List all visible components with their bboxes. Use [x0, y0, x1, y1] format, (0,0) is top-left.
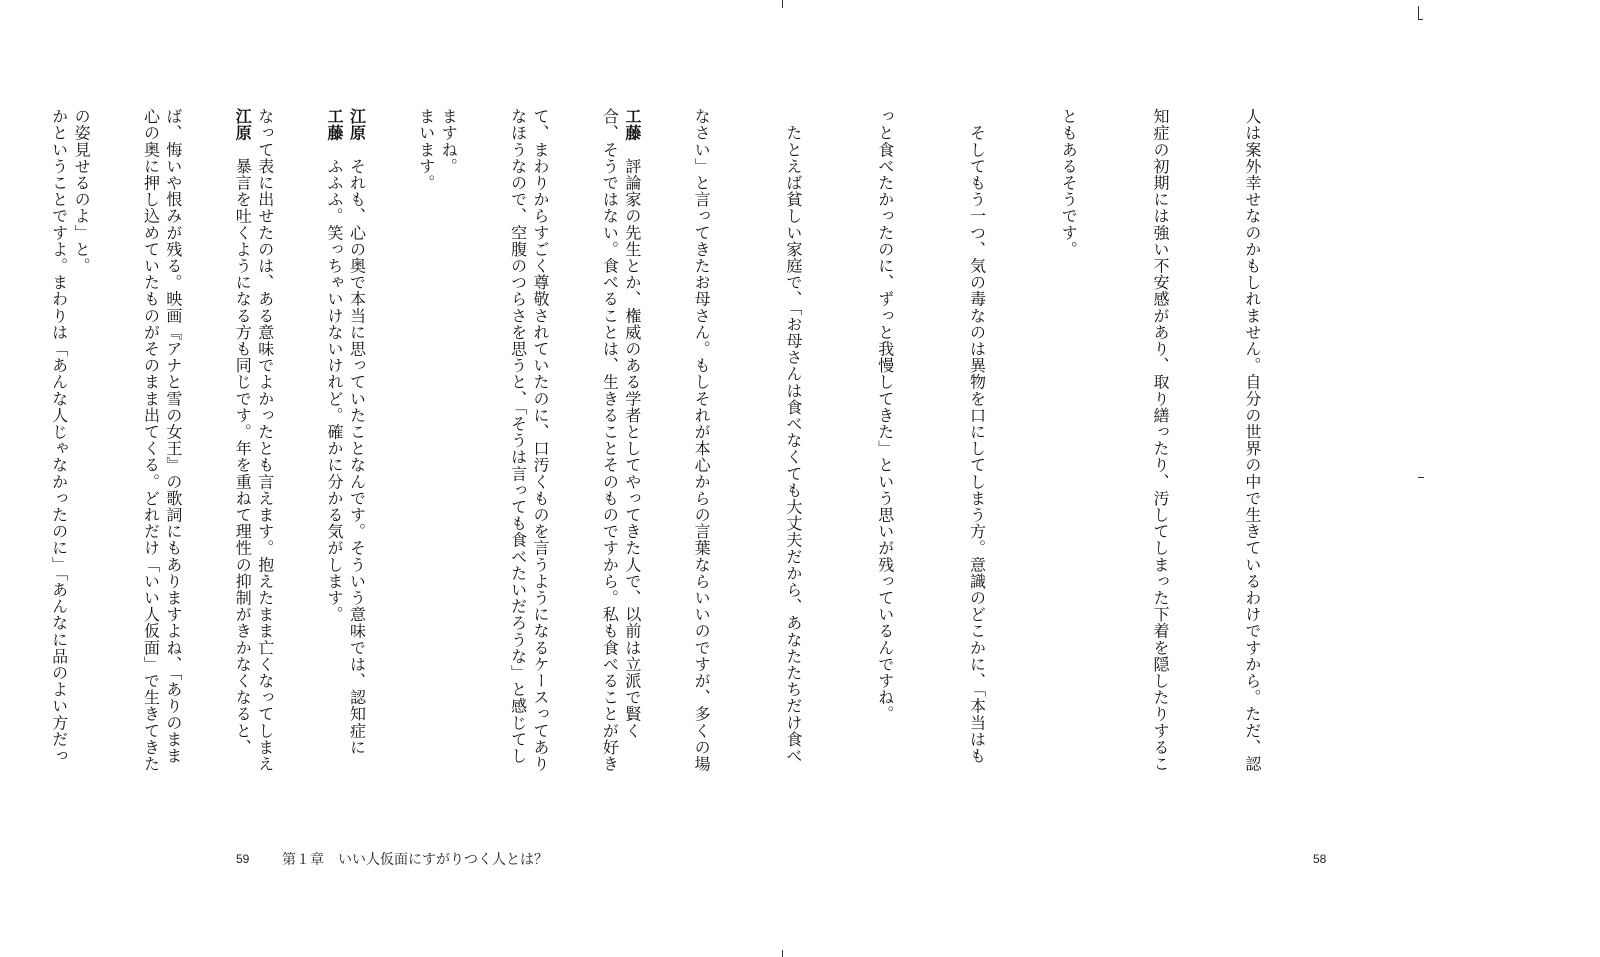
speaker-name: 江原 [233, 108, 253, 142]
speaker-name: 江原 [347, 108, 367, 142]
text-column: の姿見せるのよ」と。 [72, 108, 92, 274]
dialogue-text: 評論家の先生とか、権威のある学者としてやってきた人で、以前は立派で賢く [622, 157, 642, 739]
crop-mark-top-right [1418, 6, 1419, 20]
text-column: 人は案外幸せなのかもしれません。自分の世界の中で生きているわけですから。ただ、認 [1242, 108, 1262, 772]
speaker-name: 工藤 [622, 108, 642, 142]
text-column: ば、悔いや恨みが残る。映画『アナと雪の女王』の歌詞にもありますよね、「ありのまま [163, 108, 183, 764]
dialogue-line [616, 108, 647, 820]
text-column: 知症の初期には強い不安感があり、取り繕ったり、汚してしまった下着を隠したりするこ [1151, 108, 1171, 772]
text-column: まいます。 [416, 108, 436, 191]
dialogue-text: それも、心の奥で本当に思っていたことなんです。そういう意味では、認知症に [347, 157, 367, 756]
page-number-right: 58 [1313, 852, 1327, 866]
dialogue-text: 暴言を吐くようになる方も同じです。年を重ねて理性の抑制がきかなくなると、 [233, 157, 253, 756]
dialogue-line [341, 108, 372, 820]
running-head: 第１章 いい人仮面にすがりつく人とは？ [282, 852, 548, 868]
crop-mark-bottom [782, 950, 783, 957]
text-column: 心の奥に押し込めていたものがそのまま出てくる。どれだけ「いい人仮面」で生きてきた [141, 108, 161, 772]
text-column: ますね。 [439, 108, 459, 175]
page-number-left: 59 [236, 852, 250, 866]
text-column: なほうなので、空腹のつらさを思うと、「そうは言っても食べたいだろうな」と感じてし [508, 108, 528, 764]
crop-mark-top-right-tick [1418, 19, 1423, 20]
text-column: ともあるそうです。 [1059, 108, 1079, 258]
text-column: そしてもう一つ、気の毒なのは異物を口にしてしまう方。意識のどこかに、「本当はも [967, 108, 987, 764]
text-column: 合、そうではない。食べることは、生きることそのものですから。私も食べることが好き [600, 108, 620, 772]
text-column: て、まわりからすごく尊敬されていたのに、口汚くものを言うようになるケースってあり [531, 108, 551, 772]
crop-mark-top [782, 0, 783, 8]
text-column: かということですよ。まわりは「あんな人じゃなかったのに」「あんなに品のよい方だっ [49, 108, 69, 764]
crop-mark-right-middle [1418, 477, 1424, 478]
text-column: なさい」と言ってきたお母さん。もしそれが本心からの言葉ならいいのですが、多くの場 [692, 108, 712, 772]
text-column: たとえば貧しい家庭で、「お母さんは食べなくても大丈夫だから、あなたたちだけ食べ [783, 108, 803, 764]
dialogue-line [0, 108, 4, 820]
dialogue-text: ふふふ。笑っちゃいけないけれど。確かに分かる気がします。 [325, 157, 344, 623]
text-column: っと食べたかったのに、ずっと我慢してきた」という思いが残っているんですね。 [875, 108, 895, 723]
speaker-name: 工藤 [325, 108, 344, 142]
text-column: なって表に出せたのは、ある意味でよかったとも言えます。抱えたまま亡くなってしまえ [255, 108, 275, 772]
